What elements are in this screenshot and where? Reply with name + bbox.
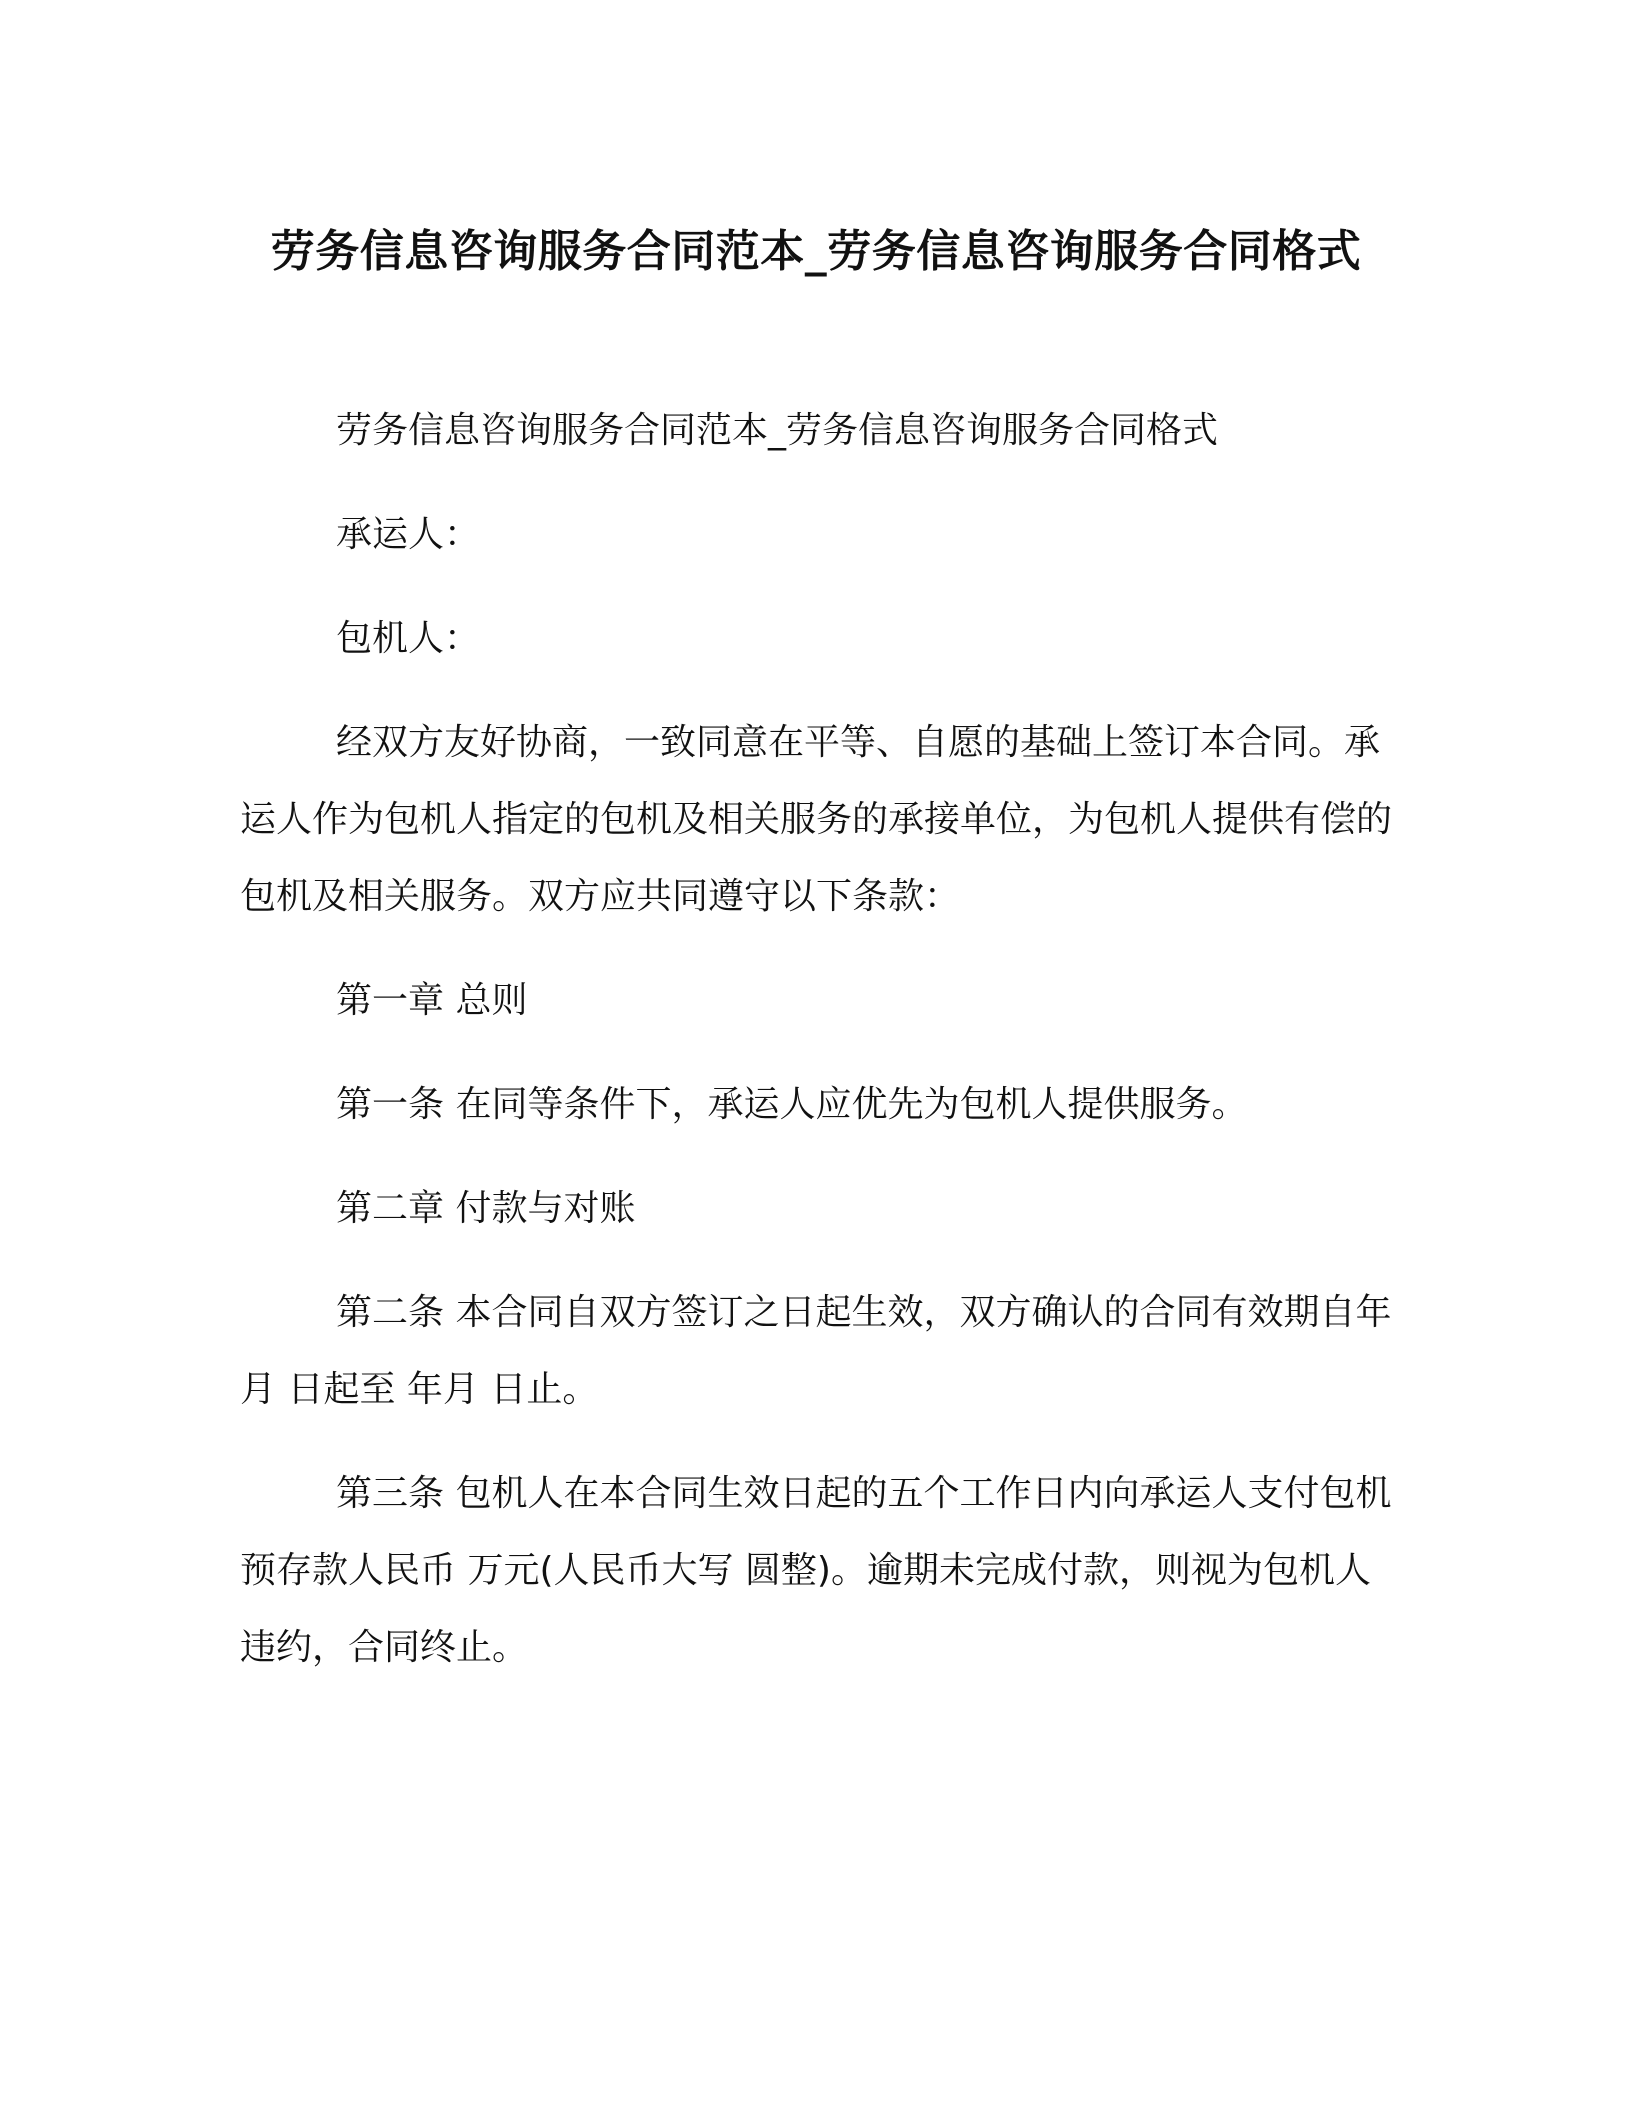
- subtitle-paragraph: 劳务信息咨询服务合同范本_劳务信息咨询服务合同格式: [336, 410, 1219, 451]
- preamble-paragraph: 经双方友好协商，一致同意在平等、自愿的基础上签订本合同。承运人作为包机人指定的包机及相关服务的承接单位，为包机人提供有偿的包机及相关服务。双方应共同遵守以下条款：: [240, 722, 1393, 917]
- document-title: 劳务信息咨询服务合同范本_劳务信息咨询服务合同格式: [270, 226, 1362, 277]
- article-1-paragraph: 第一条 在同等条件下，承运人应优先为包机人提供服务。: [336, 1084, 1248, 1125]
- charterer-label: 包机人：: [336, 618, 481, 659]
- article-2-paragraph: 第二条 本合同自双方签订之日起生效，双方确认的合同有效期自年 月 日起至 年月 日止。: [240, 1292, 1392, 1410]
- chapter-1-heading: 第一章 总则: [336, 980, 528, 1021]
- document-body: [240, 392, 1392, 1713]
- chapter-2-heading: 第二章 付款与对账: [336, 1188, 636, 1229]
- article-3-paragraph: 第三条 包机人在本合同生效日起的五个工作日内向承运人支付包机预存款人民币 万元(人民币大写 圆整)。逾期未完成付款，则视为包机人违约，合同终止。: [240, 1473, 1392, 1668]
- carrier-label: 承运人：: [336, 514, 481, 555]
